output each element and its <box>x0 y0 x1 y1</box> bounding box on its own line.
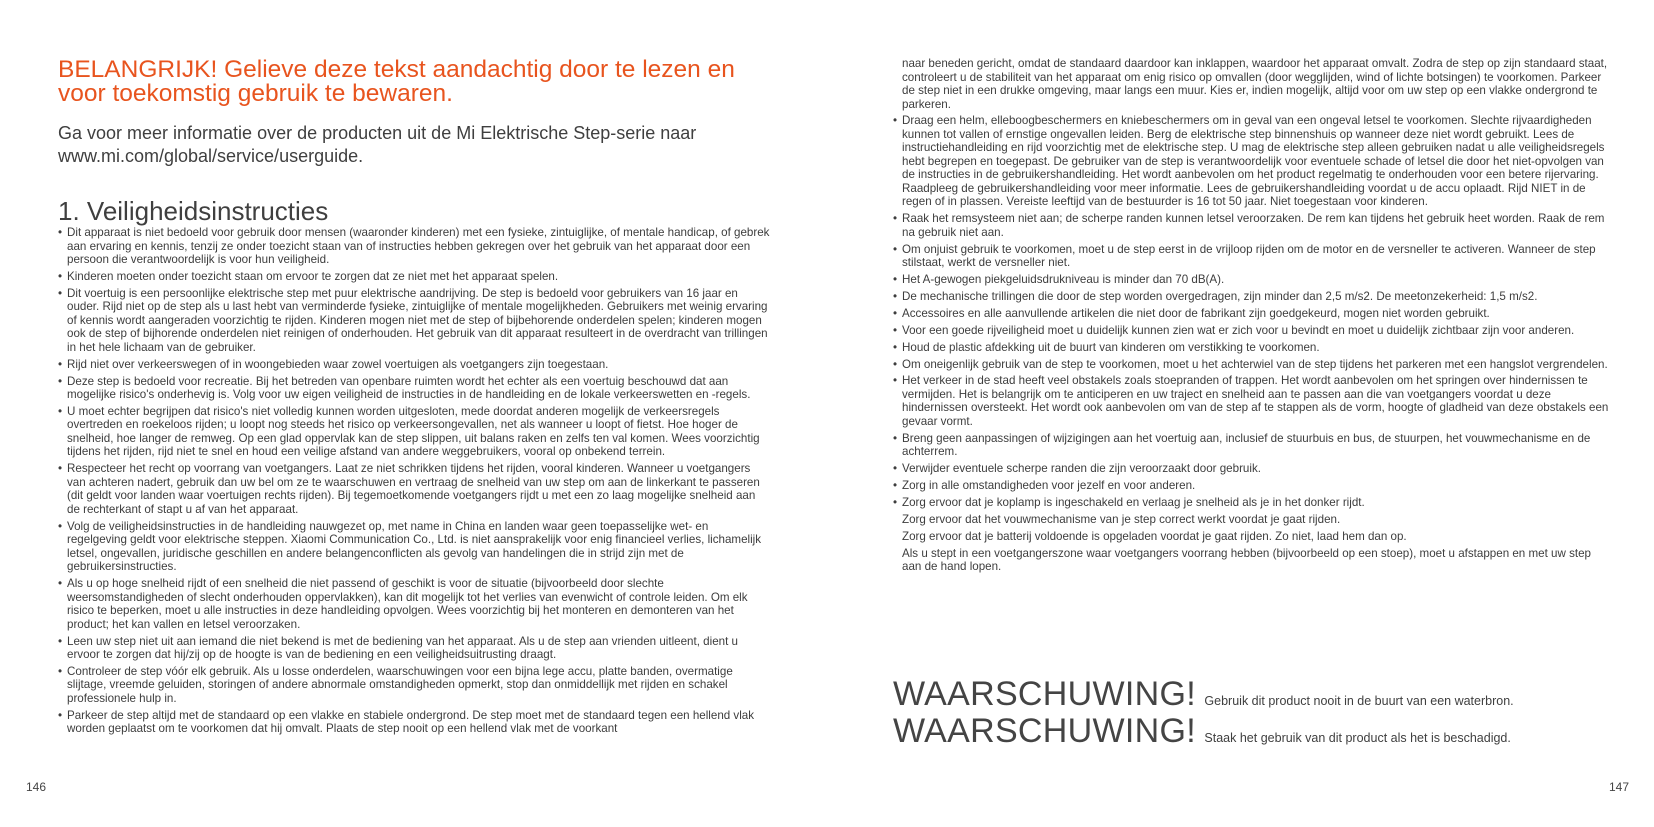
more-info-text: Ga voor meer informatie over de producten uit de Mi Elektrische Step-serie naar www.mi.com/global/service/userguide. <box>58 123 697 166</box>
list-item: • Dit voertuig is een persoonlijke elektrische step met puur elektrische aandrijving. De step is bedoeld voor gebruikers van 16 jaar en ouder. Rijd niet op de step als u last hebt van verminderde fysieke, zintuiglijke of mentale mogelijkheden. Gebruikers met weinig ervaring of kennis wordt aangeraden voorzichtig te rijden. Kinderen mogen niet met de step of bijbehorende onderdelen spelen; kinderen mogen ook de step of bijhorende onderdelen niet reinigen of onderhouden. Het gebruik van dit apparaat resulteert in de overdracht van trillingen in het hele lichaam van de gebruiker. <box>58 287 770 355</box>
list-item: • Controleer de step vóór elk gebruik. Als u losse onderdelen, waarschuwingen voor een bijna lege accu, platte banden, overmatige slijtage, vreemde geluiden, storingen of andere abnormale omstandigheden opmerkt, stop dan onmiddellijk met rijden en schakel professionele hulp in. <box>58 665 770 706</box>
list-item: • De mechanische trillingen die door de step worden overgedragen, zijn minder dan 2,5 m/s2. De meetonzekerheid: 1,5 m/s2. <box>893 290 1609 304</box>
right-page <box>893 0 1609 827</box>
list-item: • U moet echter begrijpen dat risico's niet volledig kunnen worden uitgesloten, mede doordat anderen mogelijk de verkeersregels overtreden en roekeloos rijden; u loopt nog steeds het risico op verkeersongevallen, net als wanneer u loopt of fietst. Hoe hoger de snelheid, hoe langer de remweg. Op een glad oppervlak kan de step slippen, uit balans raken en zelfs ten val komen. Wees voorzichtig tijdens het rijden, rijd niet te snel en houd een veilige afstand van andere weggebruikers, vooral op onbekend terrein. <box>58 405 770 459</box>
safety-instructions-list-continued <box>893 57 1609 577</box>
safety-instructions-list <box>58 226 770 739</box>
list-item: • Als u op hoge snelheid rijdt of een snelheid die niet passend of geschikt is voor de situatie (bijvoorbeeld door slechte weersomstandigheden of slecht onderhouden oppervlakken), kan dit mogelijk tot het verlies van evenwicht of controle leiden. Om elk risico te beperken, moet u alle instructies in deze handleiding opvolgen. Wees voorzichtig bij het monteren en demonteren van het product; het kan vallen en letsel veroorzaken. <box>58 577 770 631</box>
list-item-extra: Als u stept in een voetgangerszone waar voetgangers voorrang hebben (bijvoorbeeld op een stoep), moet u afstappen en met uw step aan de hand lopen. <box>902 546 1591 574</box>
list-item: • Zorg ervoor dat je koplamp is ingeschakeld en verlaag je snelheid als je in het donker rijdt. <box>893 496 1609 510</box>
warning-text: Staak het gebruik van dit product als het is beschadigd. <box>1204 731 1511 745</box>
list-item-continuation: naar beneden gericht, omdat de standaard daardoor kan inklappen, waardoor het apparaat omvalt. Zodra de step op zijn standaard staat, controleert u de stabiliteit van het apparaat om enig risico op omvallen (door wegglijden, wind of lichte botsingen) te voorkomen. Parkeer de step niet in een drukke omgeving, maar langs een muur. Kies er, indien mogelijk, altijd voor om uw step op een vlakke ondergrond te parkeren. <box>902 57 1608 111</box>
page-number-right: 147 <box>1609 780 1630 794</box>
page-number-left: 146 <box>26 780 47 794</box>
list-item: • Voor een goede rijveiligheid moet u duidelijk kunnen zien wat er zich voor u bevindt en moet u duidelijk zichtbaar zijn voor anderen. <box>893 324 1609 338</box>
list-item: • Parkeer de step altijd met de standaard op een vlakke en stabiele ondergrond. De step moet met de standaard tegen een hellend vlak worden geplaatst om te voorkomen dat hij omvalt. Plaats de step nooit op een hellend vlak met de voorkant <box>58 709 770 736</box>
warning-damaged <box>893 713 1511 749</box>
warning-label: WAARSCHUWING! <box>893 675 1196 713</box>
list-item: • Respecteer het recht op voorrang van voetgangers. Laat ze niet schrikken tijdens het rijden, vooral kinderen. Wanneer u voetgangers van achteren nadert, gebruik dan uw bel om ze te waarschuwen en vertraag de snelheid van uw step om aan de linkerkant te passeren (dit geldt voor landen waar voertuigen rechts rijden). Bij tegemoetkomende voetgangers rijdt u met een zo laag mogelijke snelheid aan de rechterkant of stapt u af van het apparaat. <box>58 462 770 516</box>
important-notice-heading: BELANGRIJK! Gelieve deze tekst aandachtig door te lezen en voor toekomstig gebruik te bewaren. <box>58 56 735 107</box>
list-item: • Kinderen moeten onder toezicht staan om ervoor te zorgen dat ze niet met het apparaat spelen. <box>58 270 770 284</box>
list-item: • Draag een helm, elleboogbeschermers en kniebeschermers om in geval van een ongeval letsel te voorkomen. Slechte rijvaardigheden kunnen tot vallen of ernstige ongevallen leiden. Berg de elektrische step binnenshuis op wanneer deze niet wordt gebruikt. Lees de instructiehandleiding en rijd voorzichtig met de elektrische step. U mag de elektrische step alleen gebruiken nadat u alle veiligheidsregels hebt begrepen en toegepast. De gebruiker van de step is verantwoordelijk voor eventuele schade of letsel die door het niet-opvolgen van de instructies in de gebruikershandleiding. Het wordt aanbevolen om het product regelmatig te onderhouden voor een betere rijervaring. Raadpleeg de gebruikershandleiding voor meer informatie. Lees de gebruikershandleiding voordat u de accu oplaadt. Rijd NIET in de regen of in plassen. Vereiste leeftijd van de bestuurder is 16 tot 50 jaar. Niet toegestaan voor kinderen. <box>893 114 1609 209</box>
list-item: • Accessoires en alle aanvullende artikelen die niet door de fabrikant zijn goedgekeurd, mogen niet worden gebruikt. <box>893 307 1609 321</box>
list-item: • Verwijder eventuele scherpe randen die zijn veroorzaakt door gebruik. <box>893 462 1609 476</box>
list-item: • Zorg in alle omstandigheden voor jezelf en voor anderen. <box>893 479 1609 493</box>
warning-water <box>893 676 1514 712</box>
left-page <box>58 0 770 827</box>
list-item-extra: Zorg ervoor dat het vouwmechanisme van je step correct werkt voordat je gaat rijden. <box>902 512 1341 526</box>
warning-text: Gebruik dit product nooit in de buurt van een waterbron. <box>1204 694 1514 708</box>
list-item: • Om onjuist gebruik te voorkomen, moet u de step eerst in de vrijloop rijden om de motor en de versneller te activeren. Wanneer de step stilstaat, werkt de versneller niet. <box>893 243 1609 270</box>
list-item: • Houd de plastic afdekking uit de buurt van kinderen om verstikking te voorkomen. <box>893 341 1609 355</box>
list-item: • Dit apparaat is niet bedoeld voor gebruik door mensen (waaronder kinderen) met een fysieke, zintuiglijke, of mentale handicap, of gebrek aan ervaring en kennis, tenzij ze onder toezicht staan van of instructies hebben gekregen over het gebruik van het apparaat door een persoon die verantwoordelijk is voor hun veiligheid. <box>58 226 770 267</box>
list-item: • Deze step is bedoeld voor recreatie. Bij het betreden van openbare ruimten wordt het echter als een voertuig beschouwd dat aan mogelijke risico's onderhevig is. Volg voor uw eigen veiligheid de instructies in de handleiding en de lokale verkeerswetten en -regels. <box>58 375 770 402</box>
list-item: • Om oneigenlijk gebruik van de step te voorkomen, moet u het achterwiel van de step tijdens het parkeren met een hangslot vergrendelen. <box>893 358 1609 372</box>
list-item: • Het A-gewogen piekgeluidsdrukniveau is minder dan 70 dB(A). <box>893 273 1609 287</box>
list-item: • Het verkeer in de stad heeft veel obstakels zoals stoepranden of trappen. Het wordt aanbevolen om het springen over hindernissen te vermijden. Het is belangrijk om te anticiperen en uw traject en snelheid aan te passen aan die van voetgangers voordat u deze hindernissen oversteekt. Het wordt ook aanbevolen om van de step af te stappen als de vorm, hoogte of gladheid van deze obstakels een gevaar vormt. <box>893 374 1609 428</box>
list-item: • Rijd niet over verkeerswegen of in woongebieden waar zowel voertuigen als voetgangers zijn toegestaan. <box>58 358 770 372</box>
list-item: • Raak het remsysteem niet aan; de scherpe randen kunnen letsel veroorzaken. De rem kan tijdens het gebruik heet worden. Raak de rem na gebruik niet aan. <box>893 212 1609 239</box>
list-item: • Leen uw step niet uit aan iemand die niet bekend is met de bediening van het apparaat. Als u de step aan vrienden uitleent, dient u ervoor te zorgen dat hij/zij op de hoogte is van de bediening en een veiligheidsuitrusting draagt. <box>58 635 770 662</box>
list-item: • Breng geen aanpassingen of wijzigingen aan het voertuig aan, inclusief de stuurbuis en bus, de stuurpen, het vouwmechanisme en de achterrem. <box>893 432 1609 459</box>
warning-label: WAARSCHUWING! <box>893 712 1196 750</box>
list-item-extra: Zorg ervoor dat je batterij voldoende is opgeladen voordat je gaat rijden. Zo niet, laad hem dan op. <box>902 529 1407 543</box>
list-item: • Volg de veiligheidsinstructies in de handleiding nauwgezet op, met name in China en landen waar geen toepasselijke wet- en regelgeving geldt voor elektrische steppen. Xiaomi Communication Co., Ltd. is niet aansprakelijk voor enig financieel verlies, lichamelijk letsel, ongevallen, juridische geschillen en andere belangenconflicten als gevolg van handelingen die in strijd zijn met de gebruikersinstructies. <box>58 520 770 574</box>
section-title: 1. Veiligheidsinstructies <box>58 196 329 226</box>
